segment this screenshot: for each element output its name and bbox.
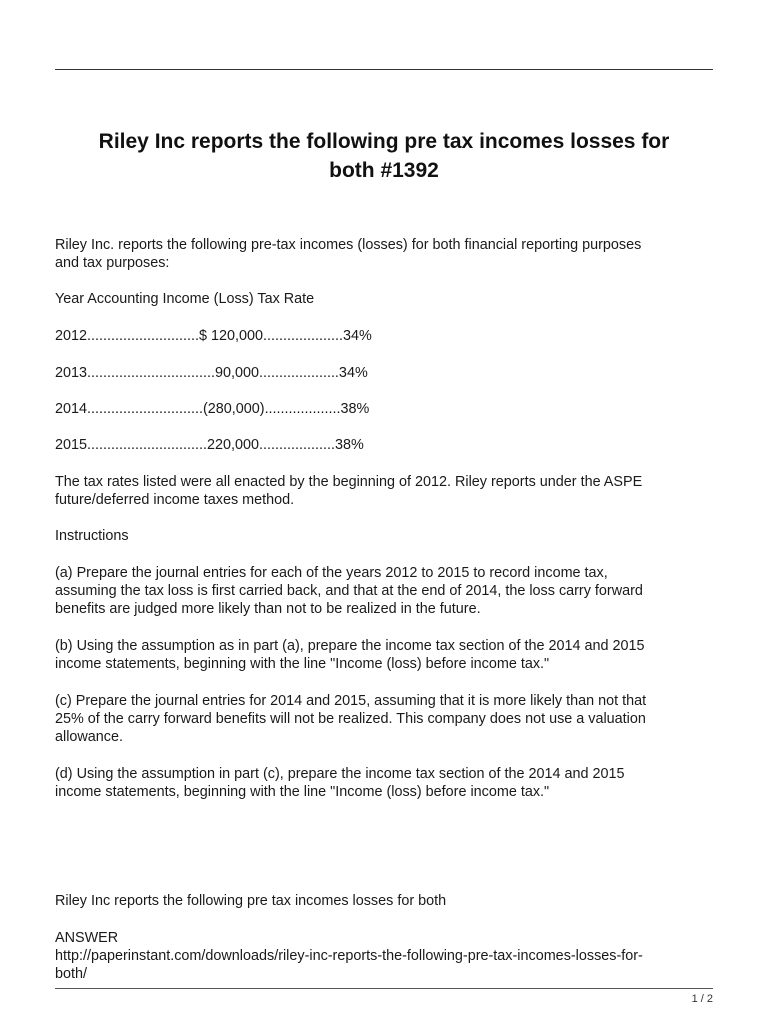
top-divider: [55, 69, 713, 70]
bottom-divider: [55, 988, 713, 989]
answer-url-line[interactable]: both/: [55, 966, 88, 982]
title-line: Riley Inc reports the following pre tax incomes losses for: [98, 130, 670, 153]
part-c-line: 25% of the carry forward benefits will not be realized. This company does not use a valuation: [55, 711, 646, 727]
intro-paragraph: [55, 236, 715, 272]
part-b-line: (b) Using the assumption as in part (a), prepare the income tax section of the 2014 and 2015: [55, 638, 645, 654]
income-row-2012: 2012............................$ 120,000....................34%: [55, 328, 372, 344]
footer-title: Riley Inc reports the following pre tax incomes losses for both: [55, 893, 447, 909]
part-a-line: benefits are judged more likely than not to be realized in the future.: [55, 601, 481, 617]
part-c-line: (c) Prepare the journal entries for 2014 and 2015, assuming that it is more likely than not that: [55, 693, 647, 709]
income-row-2014: 2014.............................(280,000)...................38%: [55, 401, 370, 417]
part-a-paragraph: [55, 564, 715, 618]
title-line: both #1392: [329, 159, 439, 182]
part-c-line: allowance.: [55, 729, 123, 745]
part-d-line: (d) Using the assumption in part (c), prepare the income tax section of the 2014 and 2015: [55, 766, 625, 782]
enacted-line: future/deferred income taxes method.: [55, 492, 295, 508]
income-row-2013: 2013................................90,000....................34%: [55, 365, 368, 381]
part-d-line: income statements, beginning with the line "Income (loss) before income tax.": [55, 784, 550, 800]
intro-line: and tax purposes:: [55, 255, 170, 271]
part-d-paragraph: [55, 765, 715, 801]
enacted-paragraph: [55, 473, 715, 509]
table-header: Year Accounting Income (Loss) Tax Rate: [55, 291, 315, 307]
enacted-line: The tax rates listed were all enacted by the beginning of 2012. Riley reports under the ASPE: [55, 474, 643, 490]
part-c-paragraph: [55, 692, 715, 746]
intro-line: Riley Inc. reports the following pre-tax incomes (losses) for both financial reporting purposes: [55, 237, 642, 253]
document-title: [55, 127, 713, 185]
part-a-line: (a) Prepare the journal entries for each of the years 2012 to 2015 to record income tax,: [55, 565, 608, 581]
part-b-line: income statements, beginning with the line "Income (loss) before income tax.": [55, 656, 550, 672]
instructions-heading: Instructions: [55, 528, 129, 544]
answer-url-line[interactable]: http://paperinstant.com/downloads/riley-inc-reports-the-following-pre-tax-incomes-losses-for-: [55, 948, 643, 964]
answer-block: [55, 929, 715, 983]
page-number: 1 / 2: [691, 993, 713, 1005]
answer-label: ANSWER: [55, 930, 119, 946]
income-row-2015: 2015..............................220,000...................38%: [55, 437, 364, 453]
part-a-line: assuming the tax loss is first carried back, and that at the end of 2014, the loss carry forward: [55, 583, 643, 599]
part-b-paragraph: [55, 637, 715, 673]
